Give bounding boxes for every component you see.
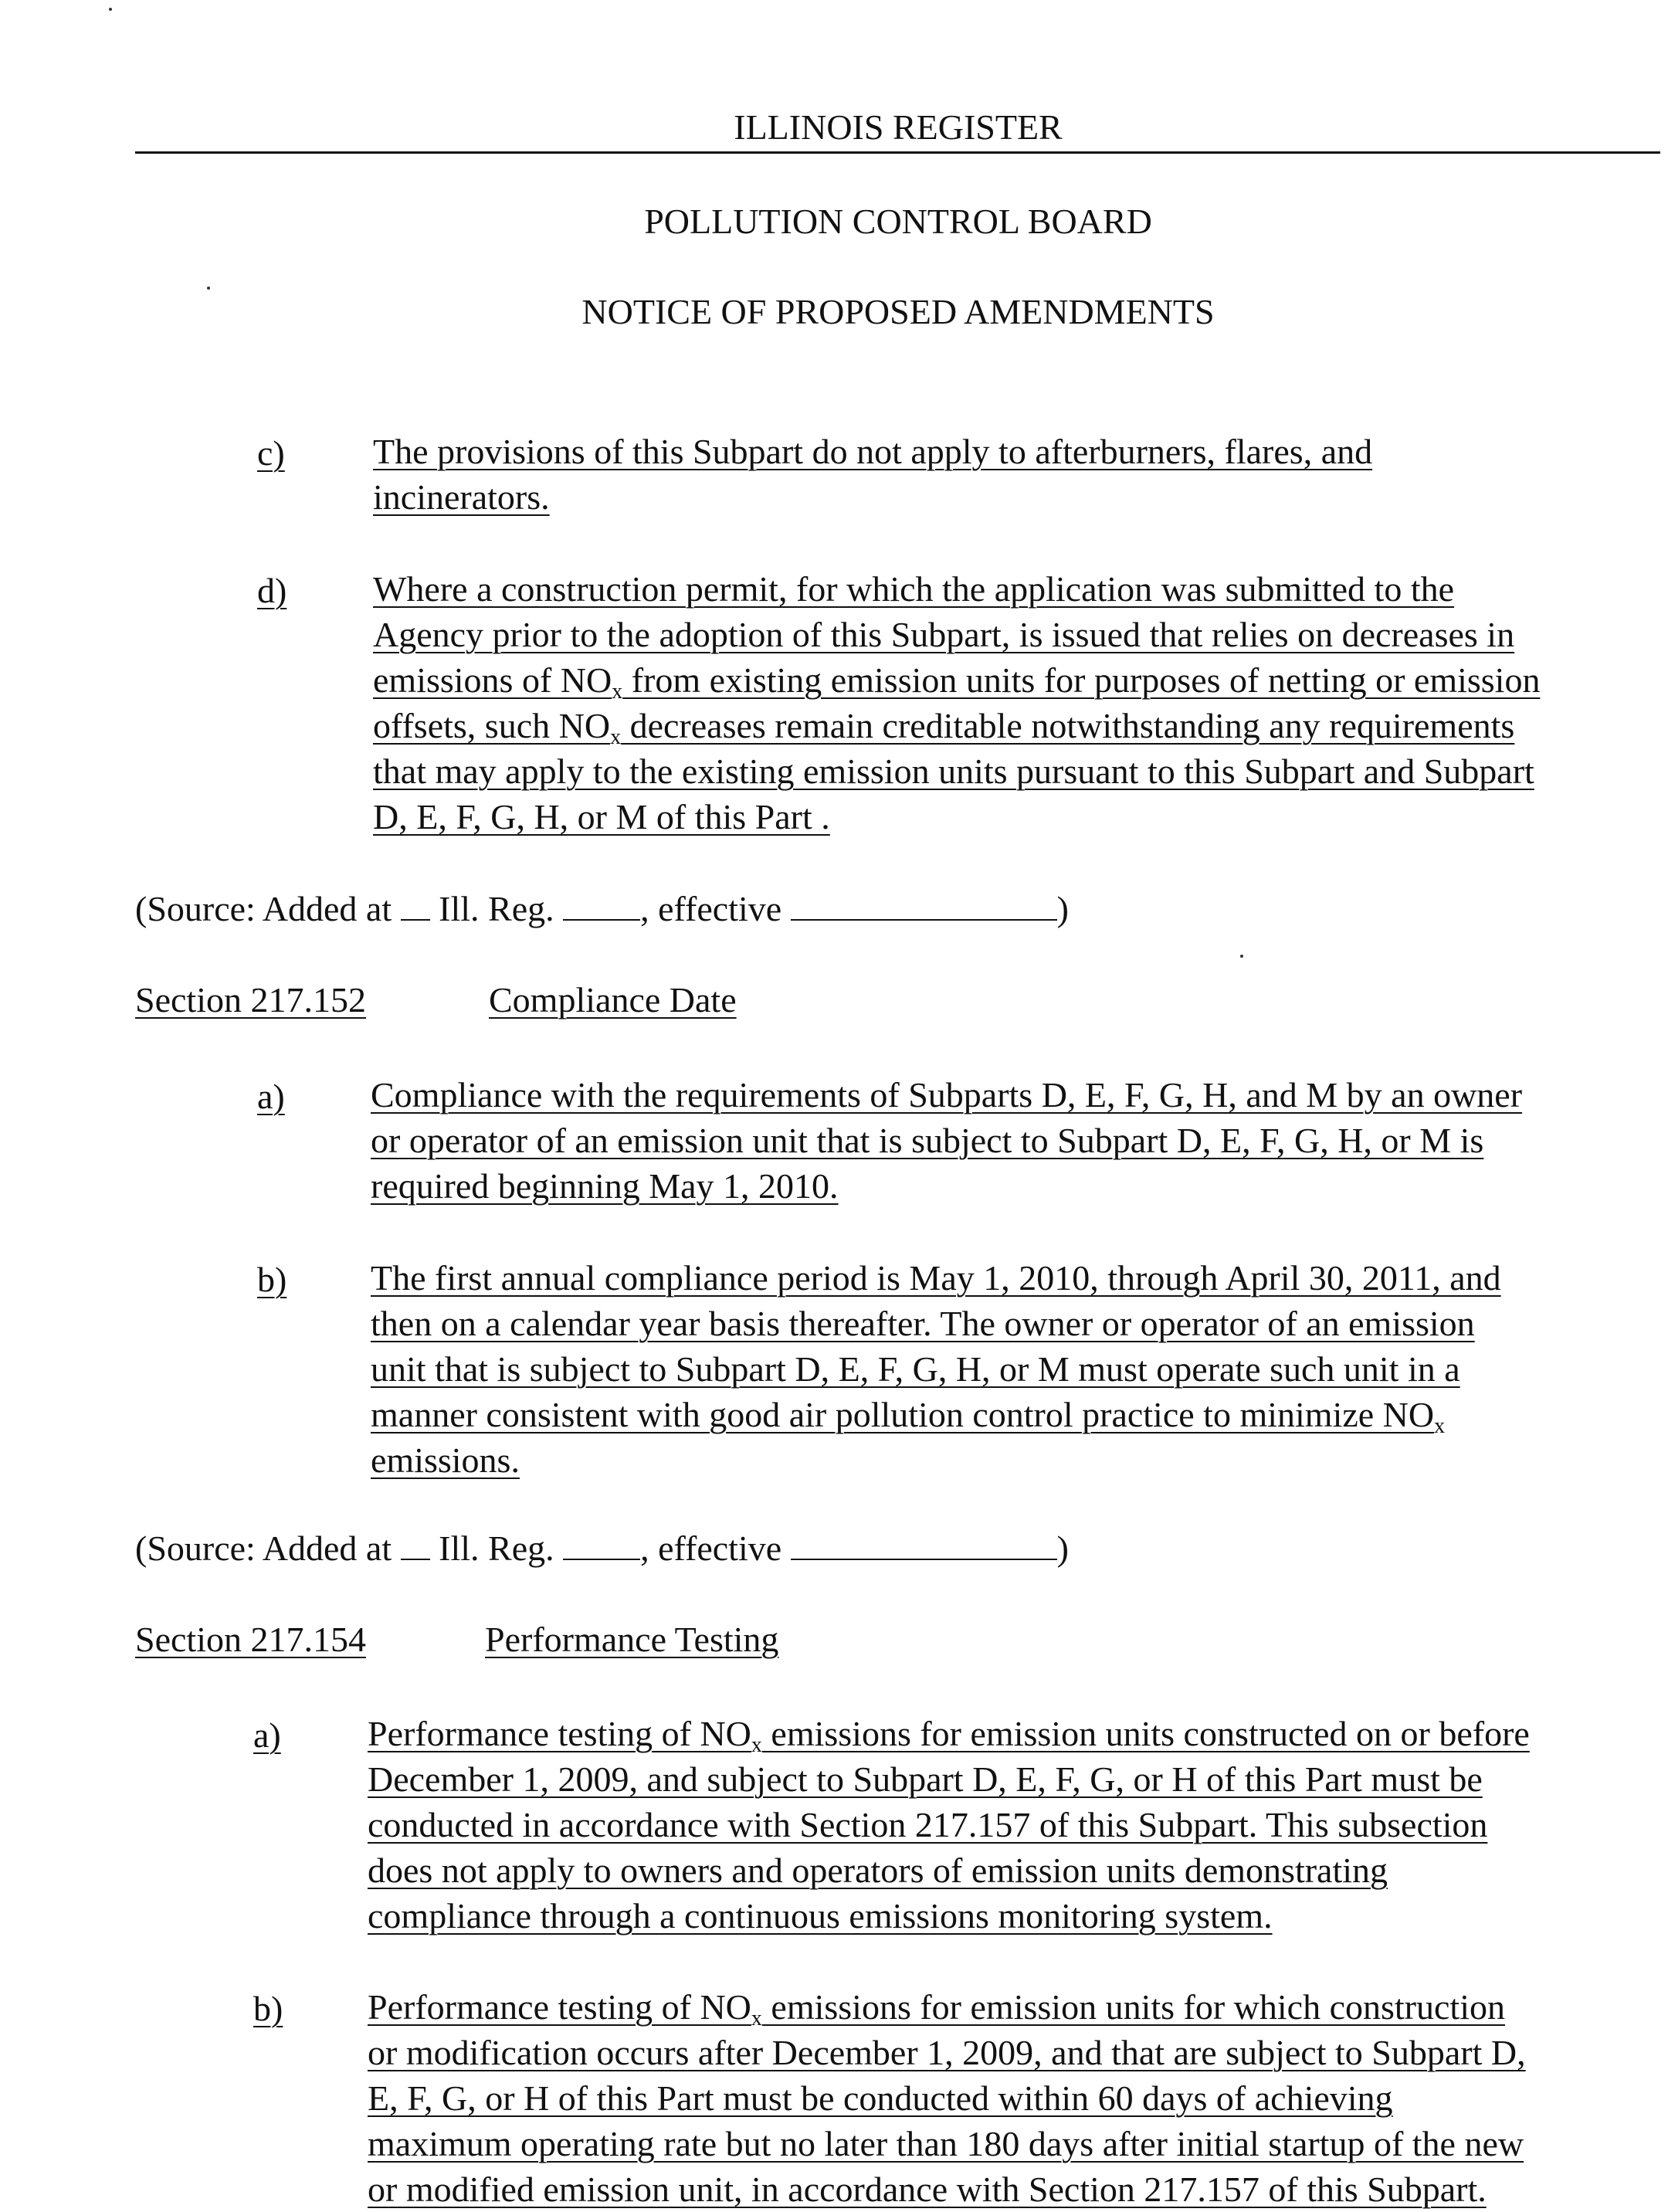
scan-speck bbox=[1240, 955, 1243, 958]
source-note-2: (Source: Added at Ill. Reg. , effective ) bbox=[135, 1528, 1069, 1568]
scan-speck bbox=[109, 8, 112, 11]
subsection-d-text: Where a construction permit, for which the application was submitted to the Agency prior to the adoption of this Subpart, is issued that relies on decreases in emissions of $NO_x$ from existing emission units for purposes of netting or emission offsets, such $NO_x$ decreases remain creditable notwithstanding any requirements that may apply to the existing emission units pursuant to this Subpart and Subpart D, E, F, G, H, or M of this Part . bbox=[373, 569, 1541, 836]
header-rule bbox=[135, 151, 1660, 154]
notice-title: NOTICE OF PROPOSED AMENDMENTS bbox=[581, 292, 1215, 331]
section-152-label-a: a) bbox=[257, 1077, 285, 1116]
subsection-label-c: c) bbox=[257, 433, 285, 473]
section-title-154: Performance Testing bbox=[485, 1620, 779, 1659]
section-152-b-text: The first annual compliance period is May 1, 2010, through April 30, 2011, and then on a calendar year basis thereafter. The owner or operator of an emission unit that is subject to Subpart D, E, F, G, H, or M must operate such unit in a manner consistent with good air pollution control practice to minimize $NO_x$ emissions. bbox=[371, 1258, 1501, 1480]
section-154-label-a: a) bbox=[253, 1715, 281, 1755]
subsection-label-d: d) bbox=[257, 571, 287, 610]
source-note-1: (Source: Added at Ill. Reg. , effective ) bbox=[135, 889, 1069, 928]
section-number-154: Section 217.154 bbox=[135, 1620, 366, 1659]
section-title-152: Compliance Date bbox=[489, 980, 737, 1019]
subsection-c-text: The provisions of this Subpart do not apply to afterburners, flares, and incinerators. bbox=[373, 432, 1373, 517]
board-title: POLLUTION CONTROL BOARD bbox=[644, 202, 1152, 241]
section-152-label-b: b) bbox=[257, 1260, 287, 1299]
section-154-label-b: b) bbox=[253, 1989, 283, 2028]
register-title: ILLINOIS REGISTER bbox=[734, 107, 1063, 147]
section-152-a-text: Compliance with the requirements of Subparts D, E, F, G, H, and M by an owner or operator of an emission unit that is subject to Subpart D, E, F, G, H, or M is required beginning May 1, 2010. bbox=[371, 1075, 1523, 1206]
section-number-152: Section 217.152 bbox=[135, 980, 366, 1019]
section-154-b-text: Performance testing of $NO_x$ emissions for emission units for which construction or modification occurs after December 1, 2009, and that are subject to Subpart D, E, F, G, or H of this Part must be conducted within 60 days of achieving maximum operating rate but no later than 180 days after initial startup of the new or modified emission unit, in accordance with Section 217.157 of this Subpart. bbox=[368, 1987, 1526, 2209]
section-154-a-text: Performance testing of $NO_x$ emissions for emission units constructed on or before December 1, 2009, and subject to Subpart D, E, F, G, or H of this Part must be conducted in accordance with Section 217.157 of this Subpart. This subsection does not apply to owners and operators of emission units demonstrating compliance through a continuous emissions monitoring system. bbox=[368, 1714, 1530, 1936]
scan-speck bbox=[207, 287, 210, 290]
